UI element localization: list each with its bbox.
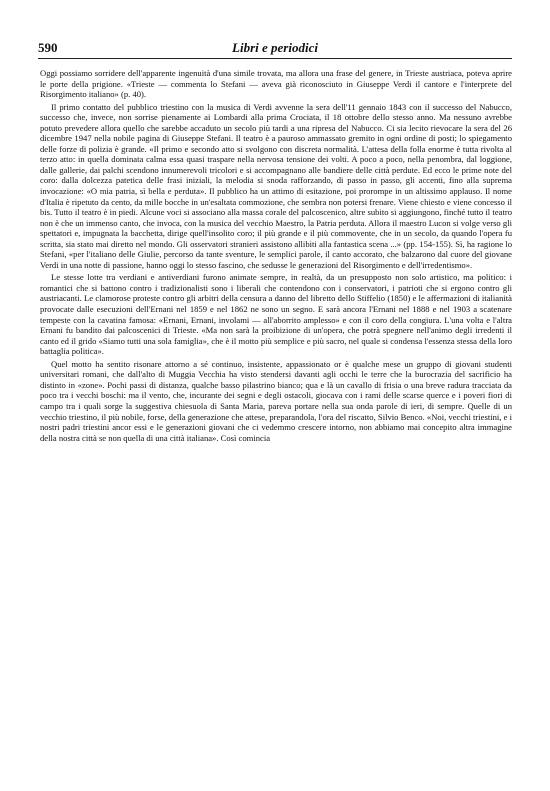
paragraph-2: Il primo contatto del pubblico triestino con la musica di Verdi avvenne la sera dell'11 gennaio 1843 con il successo del Nabucco, successo che, invece, non sorrise pienamente ai Lombardi alla prima Crociata, il 18 ottobre dello stesso anno. Ma nessuno avrebbe potuto prevedere allora quello che sarebbe accaduto un secolo più tardi a una ripresa del Nabucco. Ci sia lecito rievocare la sera del 26 dicembre 1947 nella nobile pagina di Giuseppe Stefani. Il teatro è a pauroso ammassato gremito in ogni ordine di posti; lo spiegamento delle forze di polizia è grande. «Il primo e secondo atto si svolgono con discreta normalità. L'attesa della folla enorme è tutta rivolta al terzo atto: in quella dominata calma essa quasi traspare nella nervosa tensione dei volti. A poco a poco, nella penombra, dal loggione, dalle gallerie, dai palchi scendono innumerevoli tricolori e si accompagnano alle bandiere delle città perdute. Ed ecco le prime note del coro: dalla dolcezza patetica delle frasi iniziali, la melodia si snoda rafforzando, di passo in passo, gli accenti, fino alla suprema invocazione: «O mia patria, sì bella e perduta». Il pubblico ha un attimo di esitazione, poi prorompe in un altissimo applauso. Il nome d'Italia è ripetuto da cento, da mille bocche in un'esaltata commozione, che sembra non potersi frenare. Viene chiesto e viene concesso il bis. Tutto il teatro è in piedi. Alcune voci si associano alla massa corale del palcoscenico, altre subito si aggiungono, finché tutto il teatro non è che un immenso canto, che invoca, con la musica del vecchio Maestro, la Patria perduta. Allora il maestro Lucon si volge verso gli spettatori e, impugnata la bacchetta, dirige quell'insolito coro; il più grande e il più commovente, che in un secolo, da quando l'opera fu scritta, sia stato mai diretto nel mondo. Gli osservatori stranieri assistono allibiti alla fantastica scena ...» (pp. 154-155). Sì, ha ragione lo Stefani, «per l'italiano delle Giulie, percorso da tante sventure, le semplici parole, il canto accorato, che balzarono dal cuore del giovane Verdi in una notte di passione, hanno oggi lo stesso fascino, che sedusse le generazioni del Risorgimento e dell'irredentismo». xyxy=(40,101,512,270)
body-text xyxy=(40,68,512,443)
paragraph-1: Oggi possiamo sorridere dell'apparente ingenuità d'una simile trovata, ma allora una frase del genere, in Trieste austriaca, poteva aprire le porte della prigione. «Trieste — commenta lo Stefani — aveva già riconosciuto in Giuseppe Verdi il cantore e l'interprete del Risorgimento italiano» (p. 40). xyxy=(40,68,512,100)
running-title: Libri e periodici xyxy=(232,40,318,55)
page-header xyxy=(38,40,512,59)
paragraph-3: Le stesse lotte tra verdiani e antiverdiani furono animate sempre, in realtà, da un presupposto non solo artistico, ma politico: i romantici che si battono contro i tradizionalisti sono i liberali che contendono con i conservatori, i patrioti che si ergono contro gli austriacanti. Le clamorose proteste contro gli arbitri della censura a danno del libretto dello Stiffelio (1850) e le affermazioni di italianità provocate dalle esecuzioni dell'Ernani nel 1859 e nel 1862 ne sono un segno. E sarà ancora l'Ernani nel 1888 e nel 1903 a scatenare tempeste con la cavatina famosa: «Ernani, Ernani, involami — all'aborrito amplesso» e con il coro della congiura. L'una volta e l'altra Ernani fu bandito dai palcoscenici di Trieste. «Ma non sarà la proibizione di un'opera, che potrà spegnere nell'animo degli irredenti il canto ed il grido «Siamo tutti una sola famiglia», che è il motto più semplice e più sacro, nel quale si condensa l'essenza stessa della loro battaglia politica». xyxy=(40,272,512,357)
page-number: 590 xyxy=(38,40,58,55)
paragraph-4: Quel motto ha sentito risonare attorno a sé continuo, insistente, appassionato or è qualche mese un gruppo di giovani studenti universitari romani, che dall'alto di Muggia Vecchia ha visto stendersi davanti agli occhi le terre che la burocrazia del sacrificio ha distinto in «zone». Pochi passi di distanza, qualche basso pilastrino bianco; qua e là un cavallo di frisia o una breve radura tracciata da poco tra i vecchi boschi: ma il vento, che, incurante dei segni e degli ostacoli, giocava con i rami delle scarse querce e i poveri fiori di campo tra i quali sorge la suggestiva chiesuola di Santa Maria, pareva portare nella sua onda parole di ieri, di sempre. Quelle di un vecchio triestino, il più nobile, forse, della generazione che attese, preparandola, l'ora del riscatto, Silvio Benco. «Noi, vecchi triestini, e i nostri padri triestini ancor essi e le generazioni giovani che ci vedemmo crescere intorno, non abbiamo mai concepito altra immagine della nostra città se non quella di una città italiana». Così comincia xyxy=(40,358,512,443)
